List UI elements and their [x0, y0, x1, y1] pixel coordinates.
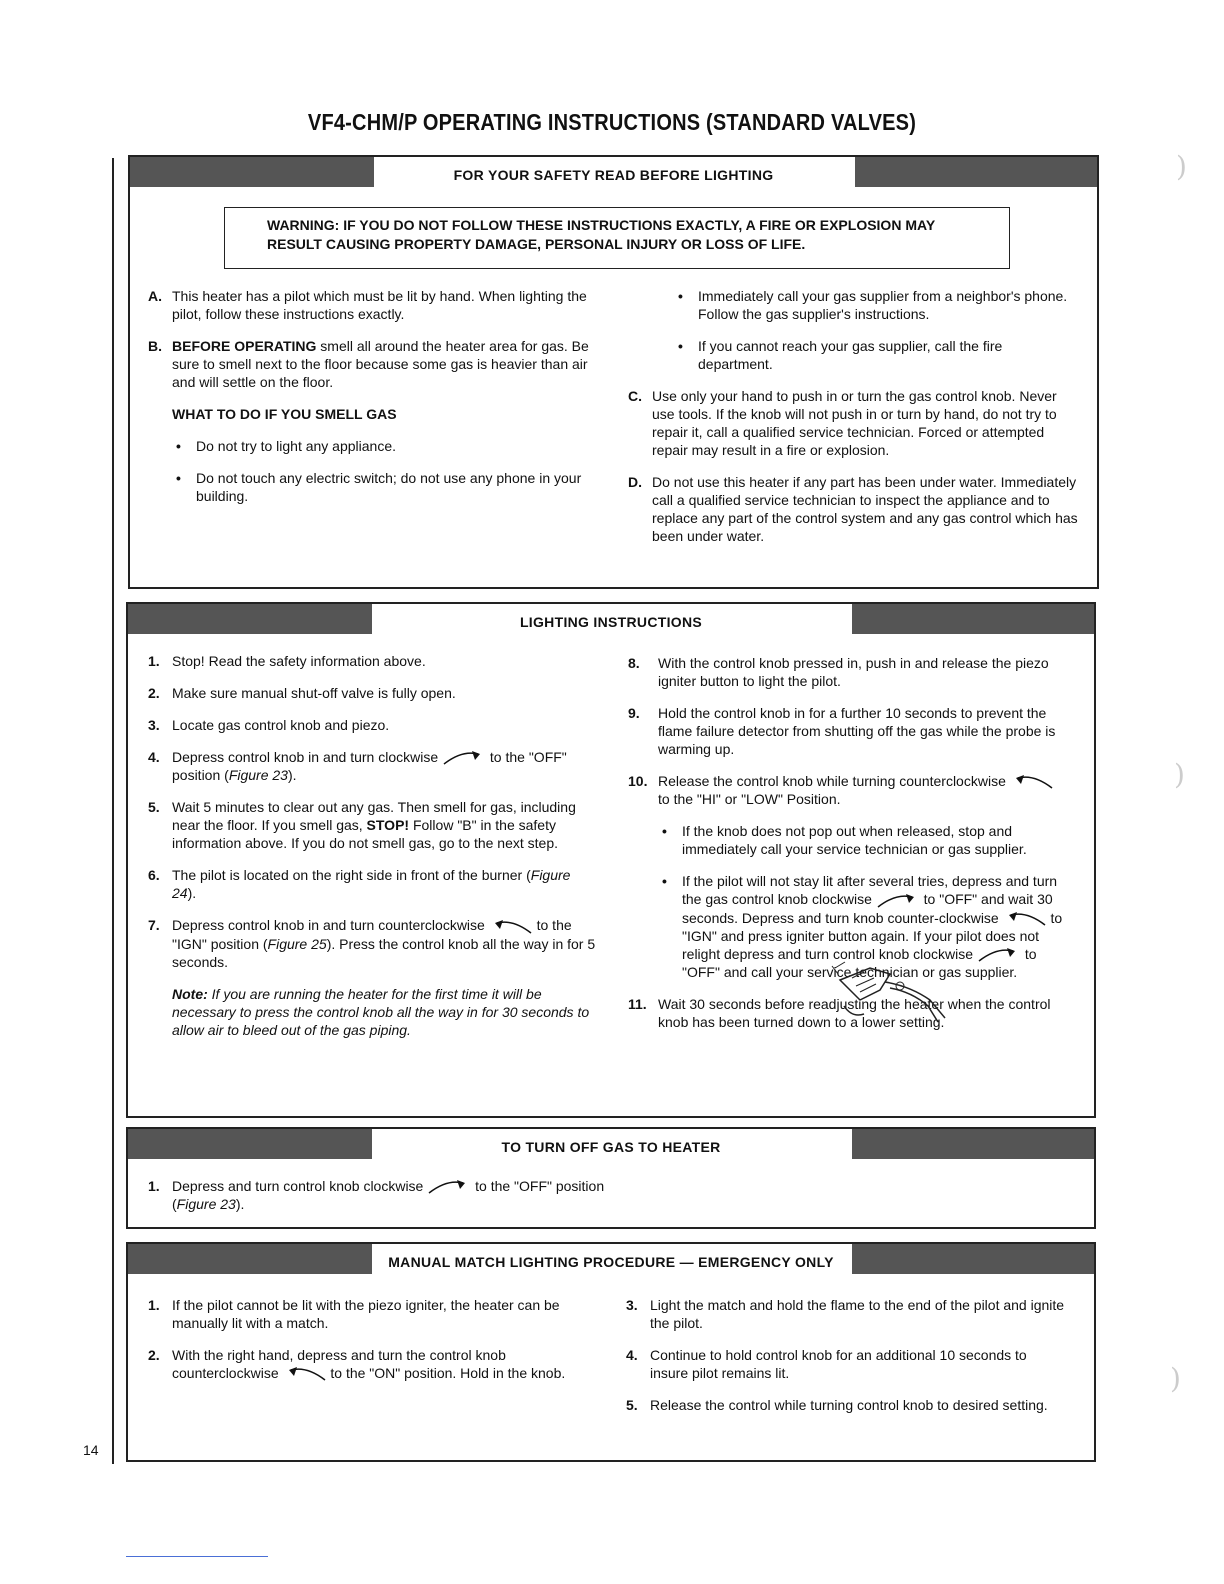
lighting-heading: LIGHTING INSTRUCTIONS — [519, 614, 703, 630]
step-text: to the "ON" position. Hold in the knob. — [330, 1365, 566, 1381]
step-text: Continue to hold control knob for an additional 10 seconds to insure pilot remains lit. — [650, 1347, 1027, 1381]
step-number: 10. — [628, 773, 648, 789]
step-text: Hold the control knob in for a further 10 seconds to prevent the flame failure detector from shutting off the gas while the probe is warming up. — [658, 705, 1056, 757]
step-text: Wait 5 minutes to clear out any gas. Then smell for gas, including near the floor. If you smell gas, — [172, 799, 576, 834]
manual-lighting-section — [126, 1242, 1096, 1462]
step-text: Light the match and hold the flame to the end of the pilot and ignite the pilot. — [650, 1297, 1065, 1331]
step-number: 5. — [148, 799, 160, 816]
item-text: This heater has a pilot which must be lit by hand. When lighting the pilot, follow these instructions exactly. — [172, 288, 587, 322]
step-text: With the right hand, depress and turn the control knob counterclockwise — [172, 1347, 506, 1381]
manual-step-1 — [148, 1296, 598, 1332]
step-text: If the pilot cannot be lit with the piezo igniter, the heater can be manually lit with a match. — [172, 1297, 560, 1331]
step-text: Make sure manual shut-off valve is fully open. — [172, 685, 456, 701]
step-number: 1. — [148, 1178, 160, 1194]
item-label: A. — [148, 288, 162, 304]
bullet-glyph: • — [662, 873, 667, 890]
figure-ref: Figure 24 — [172, 867, 571, 902]
step-1 — [148, 652, 598, 670]
step-2 — [148, 684, 598, 702]
clockwise-arrow-icon — [442, 750, 486, 766]
figure-ref: Figure 25 — [267, 935, 327, 952]
scan-edge-mark: ) — [1174, 758, 1185, 791]
figure-ref: Figure 23 — [176, 1196, 236, 1213]
manual-step-5 — [626, 1396, 1068, 1414]
bullet-item — [674, 337, 1080, 373]
step-number: 4. — [148, 749, 160, 765]
step-text: Release the control knob while turning counterclockwise — [658, 773, 1006, 789]
counterclockwise-arrow-icon — [283, 1366, 327, 1382]
step-number: 1. — [148, 1297, 160, 1313]
clockwise-arrow-icon — [977, 947, 1021, 963]
step-number: 3. — [626, 1297, 638, 1313]
safety-item-a — [148, 287, 593, 323]
step-number: 7. — [148, 917, 160, 934]
lighting-section — [126, 602, 1096, 1118]
step-number: 2. — [148, 1347, 160, 1363]
step-text: Stop! Read the safety information above. — [172, 653, 426, 669]
stop-label: STOP! — [366, 817, 410, 834]
step-text: ). — [235, 1196, 245, 1213]
safety-heading: FOR YOUR SAFETY READ BEFORE LIGHTING — [453, 167, 774, 183]
step-text: to the "OFF" position ( — [172, 1178, 605, 1213]
before-operating-label: BEFORE OPERATING — [172, 338, 317, 354]
turn-off-column — [148, 1177, 618, 1227]
bullet-glyph: • — [662, 823, 667, 840]
manual-step-4 — [626, 1346, 1068, 1382]
turn-off-heading: TO TURN OFF GAS TO HEATER — [501, 1139, 721, 1155]
step-text: Depress control knob in and turn clockwise — [172, 749, 439, 765]
step-number: 6. — [148, 867, 160, 884]
manual-step-3 — [626, 1296, 1068, 1332]
bullet-glyph: • — [176, 470, 181, 486]
step-text: Depress control knob in and turn counterclockwise — [172, 917, 485, 934]
step-text: Wait 30 seconds before readjusting the heater when the control knob has been turned down to a lower setting. — [658, 996, 1051, 1031]
step-number: 5. — [626, 1397, 638, 1413]
step-7 — [148, 916, 598, 970]
step-number: 4. — [626, 1347, 638, 1363]
step-number: 2. — [148, 685, 160, 701]
bullet-text: If the knob does not pop out when released, stop and immediately call your service technician or gas supplier. — [682, 823, 1027, 858]
counterclockwise-arrow-icon — [1010, 774, 1054, 790]
step-5 — [148, 798, 598, 852]
counterclockwise-arrow-icon — [1003, 911, 1047, 927]
step-number: 3. — [148, 717, 160, 733]
clockwise-arrow-icon — [427, 1179, 471, 1195]
item-text: Use only your hand to push in or turn the gas control knob. Never use tools. If the knob will not push in or turn by hand, do not try to repair it, call a qualified service technician. Forced or attempted repair may result in a fire or explosion. — [652, 388, 1057, 458]
step-text: ). Press the control knob all the way in for 5 seconds. — [172, 935, 596, 970]
bullet-item — [674, 287, 1080, 323]
page-title: VF4-CHM/P OPERATING INSTRUCTIONS (STANDARD VALVES) — [307, 110, 917, 136]
manual-left-column — [148, 1296, 598, 1396]
bullet-text: If the pilot will not stay lit after several tries, depress and turn the gas control knob clockwise — [682, 873, 1058, 908]
step-10 — [628, 772, 1068, 808]
bullet-text: to "OFF" and call your service technician or gas supplier. — [682, 945, 1037, 981]
item-label: C. — [628, 388, 642, 404]
turn-off-step-1 — [148, 1177, 618, 1213]
step-number: 9. — [628, 705, 640, 721]
step-number: 11. — [628, 996, 647, 1013]
step-text: to the "OFF" position ( — [172, 749, 567, 784]
lighting-left-column — [148, 652, 598, 1039]
bullet-text: Do not touch any electric switch; do not use any phone in your building. — [196, 470, 582, 504]
warning-line-1: WARNING: IF YOU DO NOT FOLLOW THESE INSTRUCTIONS EXACTLY, A FIRE OR EXPLOSION MAY — [267, 217, 936, 233]
note-text: If you are running the heater for the first time it will be necessary to press the control knob all the way in for 30 seconds to allow air to bleed out of the gas piping. — [172, 985, 590, 1038]
step-text: With the control knob pressed in, push in and release the piezo igniter button to light the pilot. — [658, 655, 1049, 689]
step-text: to the "HI" or "LOW" Position. — [658, 791, 841, 808]
bullet-text: Do not try to light any appliance. — [196, 438, 397, 454]
warning-box — [224, 207, 1010, 269]
bullet-item — [172, 469, 593, 505]
step-3 — [148, 716, 598, 734]
step-text: Depress and turn control knob clockwise — [172, 1178, 424, 1194]
page-number: 14 — [83, 1442, 99, 1458]
step-4 — [148, 748, 598, 784]
counterclockwise-arrow-icon — [489, 919, 533, 935]
step-text: Follow "B" in the safety information above. If you do not smell gas, go to the next step. — [172, 817, 559, 852]
step-number: 1. — [148, 653, 160, 669]
step-9 — [628, 704, 1068, 758]
scan-edge-mark: ) — [1176, 150, 1187, 183]
turn-off-section — [126, 1127, 1096, 1229]
first-run-note — [148, 985, 598, 1039]
pilot-assembly-illustration — [830, 960, 950, 1030]
bullet-text: If you cannot reach your gas supplier, call the fire department. — [698, 338, 1003, 372]
figure-ref: Figure 23 — [228, 767, 288, 784]
safety-section — [128, 155, 1099, 589]
step-text: The pilot is located on the right side in front of the burner ( — [172, 867, 531, 884]
margin-rule — [112, 158, 114, 1464]
safety-item-d — [628, 473, 1080, 545]
manual-right-column — [626, 1296, 1068, 1428]
step-8 — [628, 654, 1068, 690]
step-text: Release the control while turning control knob to desired setting. — [650, 1397, 1048, 1413]
safety-item-c — [628, 387, 1080, 459]
warning-line-2: RESULT CAUSING PROPERTY DAMAGE, PERSONAL INJURY OR LOSS OF LIFE. — [267, 236, 806, 252]
manual-step-2 — [148, 1346, 598, 1382]
item-text: smell all around the heater area for gas. Be sure to smell next to the floor because some gas is heavier than air and will settle on the floor. — [172, 338, 589, 390]
bullet-text: Immediately call your gas supplier from a neighbor's phone. Follow the gas supplier's instructions. — [698, 288, 1068, 322]
safety-right-column — [628, 287, 1080, 559]
bullet-glyph: • — [678, 338, 683, 354]
step-text: ). — [287, 767, 297, 784]
manual-heading: MANUAL MATCH LIGHTING PROCEDURE — EMERGENCY ONLY — [388, 1254, 834, 1270]
item-text: Do not use this heater if any part has been under water. Immediately call a qualified service technician to inspect the appliance and to replace any part of the control system and any gas control which has been under water. — [652, 474, 1078, 544]
step-number: 8. — [628, 655, 640, 671]
bullet-text: to "OFF" and wait 30 seconds. Depress and turn knob counter-clockwise — [682, 891, 1053, 926]
item-label: D. — [628, 474, 642, 490]
smell-gas-heading: WHAT TO DO IF YOU SMELL GAS — [172, 406, 397, 422]
safety-item-b — [148, 337, 593, 391]
step-6 — [148, 866, 598, 902]
note-label: Note: — [172, 985, 208, 1002]
item-label: B. — [148, 338, 162, 354]
scan-edge-mark: ) — [1170, 1362, 1181, 1395]
bullet-text: to "IGN" and press igniter button again. If your pilot does not relight depress and turn control knob clockwise — [682, 909, 1063, 962]
step-text: to the "IGN" position ( — [172, 917, 572, 952]
clockwise-arrow-icon — [876, 893, 920, 909]
safety-left-column — [148, 287, 593, 519]
step-text: ). — [187, 885, 197, 902]
bullet-glyph: • — [176, 438, 181, 454]
footer-rule — [126, 1556, 268, 1557]
bullet-item — [172, 437, 593, 455]
step-text: Locate gas control knob and piezo. — [172, 717, 390, 733]
bullet-glyph: • — [678, 288, 683, 304]
bullet-item — [658, 822, 1068, 858]
